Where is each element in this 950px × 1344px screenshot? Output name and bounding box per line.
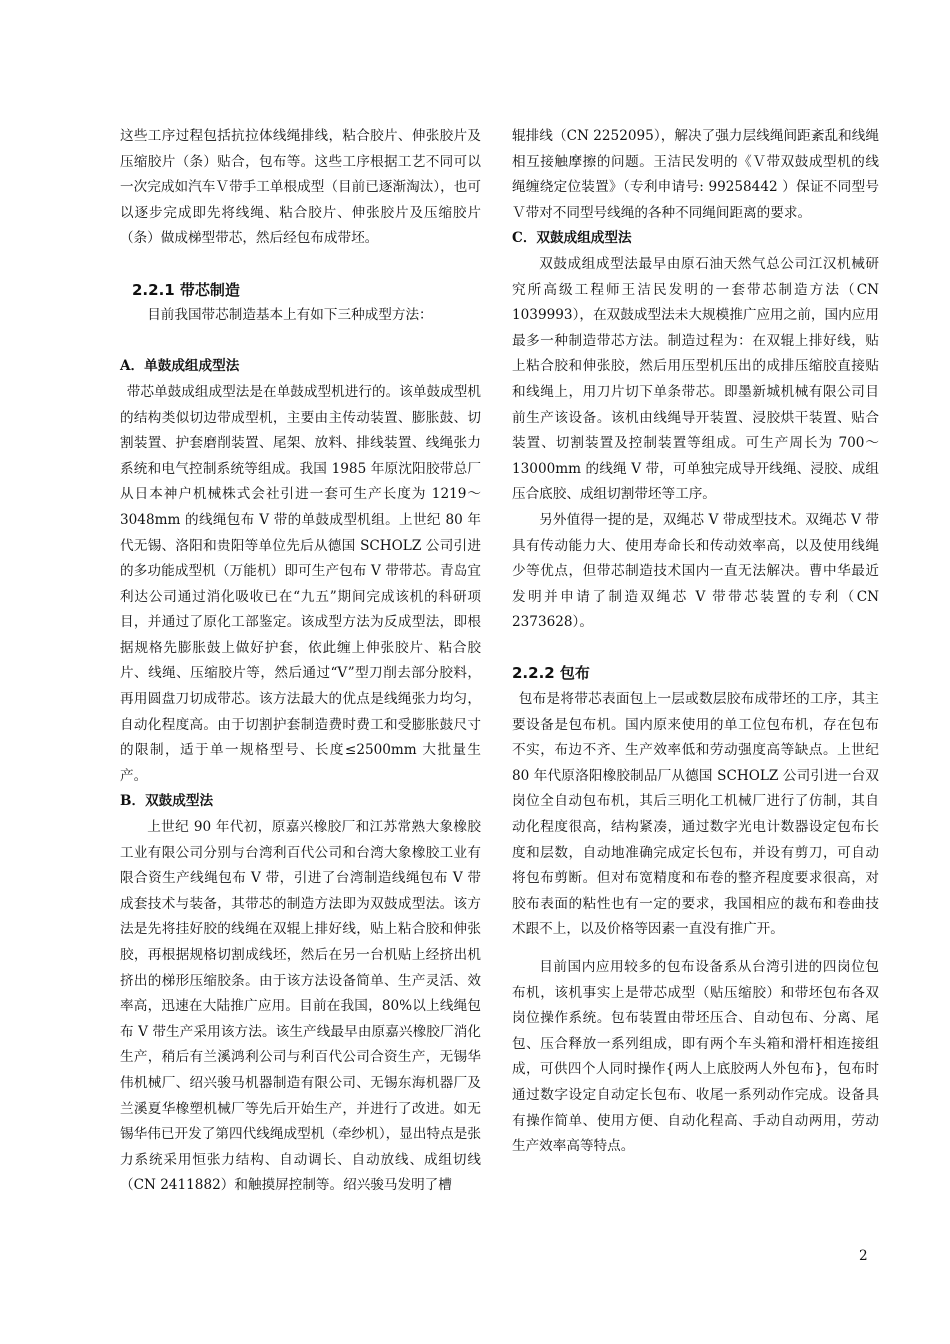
section-heading-2-2-1: 2.2.1 带芯制造 — [132, 280, 240, 299]
section-2-2-2-paragraph-1: 包布是将带芯表面包上一层或数层胶布成带坯的工序，其主要设备是包布机。国内原来使用的单工位包布机，存在包布不实，布边不齐、生产效率低和劳动强度高等缺点。上世纪 80 年代原洛阳橡胶制品厂从德国 SCHOLZ 公司引进一台双岗位全自动包布机，其后三明化工机械厂进行了仿制，其自动化程度很高，结构紧凑，通过数字光电计数器设定包布长度和层数，自动地准确完成定长包布，并设有剪刀，可自动将包布剪断。但对布宽精度和布卷的整齐程度要求很高，对胶布表面的粘性也有一定的要求，我国相应的裁布和卷曲技术跟不上，以及价格等因素一直没有推广开。 — [512, 691, 879, 938]
method-a-paragraph: 带芯单鼓成组成型法是在单鼓成型机进行的。该单鼓成型机的结构类似切边带成型机，主要由主传动装置、膨胀鼓、切割装置、护套磨削装置、尾架、放料、排线装置、线绳张力系统和电气控制系统等组成。我国 1985 年原沈阳胶带总厂从日本神户机械株式会社引进一套可生产长度为 1219～3048mm 的线绳包布 V 带的单鼓成型机组。上世纪 80 年代无锡、洛阳和贵阳等单位先后从德国 SCHOLZ 公司引进的多功能成型机（万能机）即可生产包布 V 带带芯。青岛宜利达公司通过消化吸收已在“九五”期间完成该机的科研项目，并通过了原化工部鉴定。该成型方法为反成型法，即根据规格先膨胀鼓上做好护套，依此缠上伸张胶片、粘合胶片、线绳、压缩胶片等，然后通过“V”型刀削去部分胶料，再用圆盘刀切成带芯。该方法最大的优点是线绳张力均匀，自动化程度高。由于切割护套制造费时费工和受膨胀鼓尺寸的限制，适于单一规格型号、长度≤2500mm 大批量生产。 — [120, 383, 481, 784]
right-column — [512, 124, 879, 1160]
subheading-b: B．双鼓成型法 — [120, 793, 214, 810]
page-number: 2 — [859, 1248, 868, 1264]
subheading-c: C．双鼓成组成型法 — [512, 230, 632, 247]
method-c-paragraph: 双鼓成组成型法最早由原石油天然气总公司江汉机械研究所高级工程师王洁民发明的一套带芯制造方法（CN 1039993），在双鼓成型法未大规模推广应用之前，国内应用最多一种制造带芯方法。制造过程为：在双辊上排好线，贴上粘合胶和伸张胶，然后用压型机压出的成排压缩胶直接贴和线绳上，用刀片切下单条带芯。即墨新城机械有限公司目前生产该设备。该机由线绳导开装置、浸胶烘干装置、贴合装置、切割装置及控制装置等组成。可生产周长为 700～13000mm 的线绳 V 带，可单独完成导开线绳、浸胶、成组压合底胶、成组切割带坯等工序。 — [512, 255, 879, 503]
twin-cord-paragraph: 另外值得一提的是，双绳芯 V 带成型技术。双绳芯 V 带具有传动能力大、使用寿命长和传动效率高，以及使用线绳少等优点，但带芯制造技术国内一直无法解决。曹中华最近发明并申请了制造双绳芯 V 带带芯装置的专利（CN 2373628）。 — [512, 511, 879, 631]
intro-paragraph: 这些工序过程包括抗拉体线绳排线，粘合胶片、伸张胶片及压缩胶片（条）贴合，包布等。这些工序根据工艺不同可以一次完成如汽车Ｖ带手工单根成型（目前已逐渐淘汰），也可以逐步完成即先将线绳、粘合胶片、伸张胶片及压缩胶片（条）做成梯型带芯，然后经包布成带坯。 — [120, 128, 481, 247]
section-2-2-1-paragraph: 目前我国带芯制造基本上有如下三种成型方法： — [147, 307, 433, 324]
method-b-continued-paragraph: 辊排线（CN 2252095），解决了强力层线绳间距紊乱和线绳相互接触摩擦的问题。王洁民发明的《Ｖ带双鼓成型机的线绳缠绕定位装置》（专利申请号: 99258442 ）保证不同型号Ｖ带对不同型号线绳的各种不同绳间距离的要求。 — [512, 128, 879, 221]
section-2-2-2-paragraph-2: 目前国内应用较多的包布设备系从台湾引进的四岗位包布机，该机事实上是带芯成型（贴压缩胶）和带坯包布各双岗位操作系统。包布装置由带坯压合、自动包布、分离、尾包、压合释放一系列组成，即有两个车头箱和滑杆相连接组成，可供四个人同时操作{两人上底胶两人外包布}，包布时通过数字设定自动定长包布、收尾一系列动作完成。设备具有操作简单、使用方便、自动化程高、手动自动两用，劳动生产效率高等特点。 — [512, 959, 879, 1155]
left-column — [120, 124, 481, 1199]
subheading-a: A．单鼓成组成型法 — [120, 358, 240, 375]
section-heading-2-2-2: 2.2.2 包布 — [512, 664, 590, 683]
method-b-paragraph: 上世纪 90 年代初，原嘉兴橡胶厂和江苏常熟大象橡胶工业有限公司分别与台湾利百代公司和台湾大象橡胶工业有限合资生产线绳包布 V 带，引进了台湾制造线绳包布 V 带成套技术与装备，其带芯的制造方法即为双鼓成型法。该方法是先将挂好胶的线绳在双辊上排好线，贴上粘合胶和伸张胶，再根据规格切割成线坯，然后在另一台机贴上经挤出机挤出的梯形压缩胶条。由于该方法设备简单、生产灵活、效率高，迅速在大陆推广应用。目前在我国，80%以上线绳包布 V 带生产采用该方法。该生产线最早由原嘉兴橡胶厂消化生产，稍后有兰溪鸿利公司与利百代公司合资生产，无锡华伟机械厂、绍兴骏马机器制造有限公司、无锡东海机器厂及兰溪夏华橡塑机械厂等先后开始生产，并进行了改进。如无锡华伟已开发了第四代线绳成型机（牵纱机），显出特点是张力系统采用恒张力结构、自动调长、自动放线、成组切线（CN 2411882）和触摸屏控制等。绍兴骏马发明了槽 — [120, 819, 481, 1194]
